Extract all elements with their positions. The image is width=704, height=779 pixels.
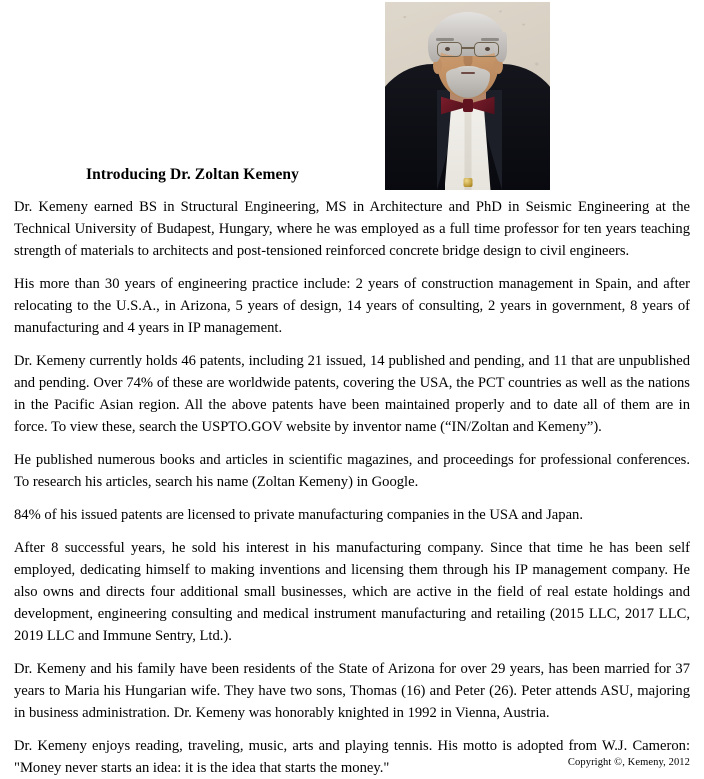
eyebrow-left bbox=[436, 38, 454, 41]
paragraph-education: Dr. Kemeny earned BS in Structural Engineering, MS in Architecture and PhD in Seismic Engineering at the Technical University of Budapest, Hungary, where he was employed as a full time professor for ten years teaching strength of materials to architects and post-tensioned reinforced concrete bridge design to civil engineers. bbox=[14, 199, 690, 259]
bow-tie-wing-right bbox=[472, 95, 495, 116]
eyeglass-bridge bbox=[462, 47, 474, 49]
paragraph-licensing: 84% of his issued patents are licensed to private manufacturing companies in the USA and Japan. bbox=[14, 507, 584, 523]
body-text bbox=[14, 196, 690, 779]
copyright-notice: Copyright ©, Kemeny, 2012 bbox=[567, 757, 690, 768]
portrait-photo-canvas bbox=[385, 2, 550, 190]
eyeglass-lens-right bbox=[474, 42, 499, 57]
eyebrow-right bbox=[481, 38, 499, 41]
eyeglasses bbox=[437, 42, 499, 58]
bow-tie-wing-left bbox=[441, 95, 464, 116]
bow-tie bbox=[441, 95, 495, 116]
paragraph-experience: His more than 30 years of engineering practice include: 2 years of construction management in Spain, and after relocating to the U.S.A., in Arizona, 5 years of design, 14 years of consulting, 2 years in government, 8 years of manufacturing and 4 years in IP management. bbox=[14, 276, 690, 336]
paragraph-interests: Dr. Kemeny enjoys reading, traveling, music, arts and playing tennis. His motto is adopted from W.J. Cameron: "Money never starts an idea: it is the idea that starts the money." bbox=[14, 738, 690, 776]
eyeglass-lens-left bbox=[437, 42, 462, 57]
paragraph-businesses: After 8 successful years, he sold his interest in his manufacturing company. Since that time he has been self employed, dedicating himself to making inventions and licensing them through his IP management company. He also owns and directs four additional small businesses, which are active in the field of real estate holdings and development, engineering consulting and medical instrument manufacturing and retailing (2015 LLC, 2017 LLC, 2019 LLC and Immune Sentry, Ltd.). bbox=[14, 540, 690, 644]
page-title: Introducing Dr. Zoltan Kemeny bbox=[85, 166, 300, 183]
paragraph-patents: Dr. Kemeny currently holds 46 patents, including 21 issued, 14 published and pending, and 11 that are unpublished and pending. Over 74% of these are worldwide patents, covering the USA, the PCT countries as well as the nations in the Pacific Asian region. All the above patents have been maintained properly and to date all of them are in force. To view these, search the USPTO.GOV website by inventor name (“IN/Zoltan and Kemeny”). bbox=[14, 353, 690, 435]
gold-button bbox=[463, 178, 472, 187]
paragraph-family: Dr. Kemeny and his family have been residents of the State of Arizona for over 29 years, has been married for 37 years to Maria his Hungarian wife. They have two sons, Thomas (16) and Peter (26). Peter attends ASU, majoring in business administration. Dr. Kemeny was honorably knighted in 1992 in Vienna, Austria. bbox=[14, 661, 690, 721]
paragraph-publications: He published numerous books and articles in scientific magazines, and proceedings for professional conferences. To research his articles, search his name (Zoltan Kemeny) in Google. bbox=[14, 452, 690, 490]
bow-tie-knot bbox=[463, 99, 473, 112]
portrait-photo bbox=[385, 2, 550, 190]
